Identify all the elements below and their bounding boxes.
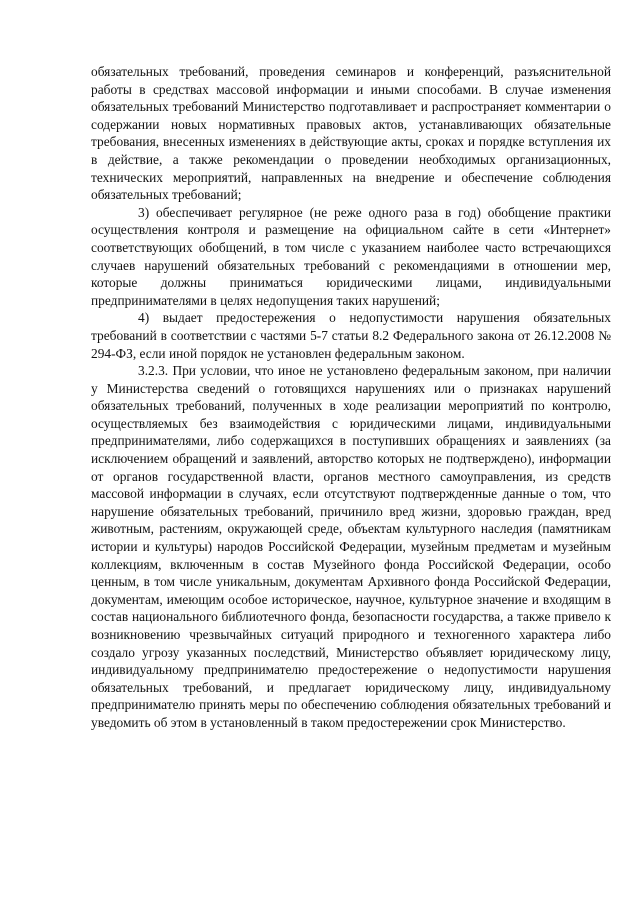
paragraph-section-3-2-3: 3.2.3. При условии, что иное не установлено федеральным законом, при наличии у Министерства сведений о готовящихся нарушениях или о признаках нарушений обязательных требований, полученных в ходе реализации мероприятий по контролю, осуществляемых без взаимодействия с юридическими лицами, индивидуальными предпринимателями, либо содержащихся в поступивших обращениях и заявлениях (за исключением обращений и заявлений, авторство которых не подтверждено), информации от органов государственной власти, органов местного самоуправления, из средств массовой информации в случаях, если отсутствуют подтвержденные данные о том, что нарушение обязательных требований, причинило вред жизни, здоровью граждан, вред животным, растениям, окружающей среде, объектам культурного наследия (памятникам истории и культуры) народов Российской Федерации, музейным предметам и музейным коллекциям, включенным в состав Музейного фонда Российской Федерации, особо ценным, в том числе уникальным, документам Архивного фонда Российской Федерации, документам, имеющим особое историческое, научное, культурное значение и входящим в состав национального библиотечного фонда, безопасности государства, а также привело к возникновению чрезвычайных ситуаций природного и техногенного характера либо создало угрозу указанных последствий, Министерство объявляет юридическому лицу, индивидуальному предпринимателю предостережение о недопустимости нарушения обязательных требований, и предлагает юридическому лицу, индивидуальному предпринимателю принять меры по обеспечению соблюдения обязательных требований и уведомить об этом в установленный в таком предостережении срок Министерство. bbox=[91, 363, 611, 730]
paragraph-continuation: обязательных требований, проведения семинаров и конференций, разъяснительной работы в средствах массовой информации и иными способами. В случае изменения обязательных требований Министерство подготавливает и распространяет комментарии о содержании новых нормативных правовых актов, устанавливающих обязательные требования, внесенных изменениях в действующие акты, сроках и порядке вступления их в действие, а также рекомендации о проведении необходимых организационных, технических мероприятий, направленных на внедрение и обеспечение соблюдения обязательных требований; bbox=[91, 64, 611, 203]
paragraph-item-4: 4) выдает предостережения о недопустимости нарушения обязательных требований в соответствии с частями 5-7 статьи 8.2 Федерального закона от 26.12.2008 № 294-ФЗ, если иной порядок не установлен федеральным законом. bbox=[91, 310, 611, 361]
document-body bbox=[91, 63, 611, 732]
paragraph-item-3: 3) обеспечивает регулярное (не реже одного раза в год) обобщение практики осуществления контроля и размещение на официальном сайте в сети «Интернет» соответствующих обобщений, в том числе с указанием наиболее часто встречающихся случаев нарушений обязательных требований с рекомендациями в отношении мер, которые должны приниматься юридическими лицами, индивидуальными предпринимателями в целях недопущения таких нарушений; bbox=[91, 204, 611, 308]
